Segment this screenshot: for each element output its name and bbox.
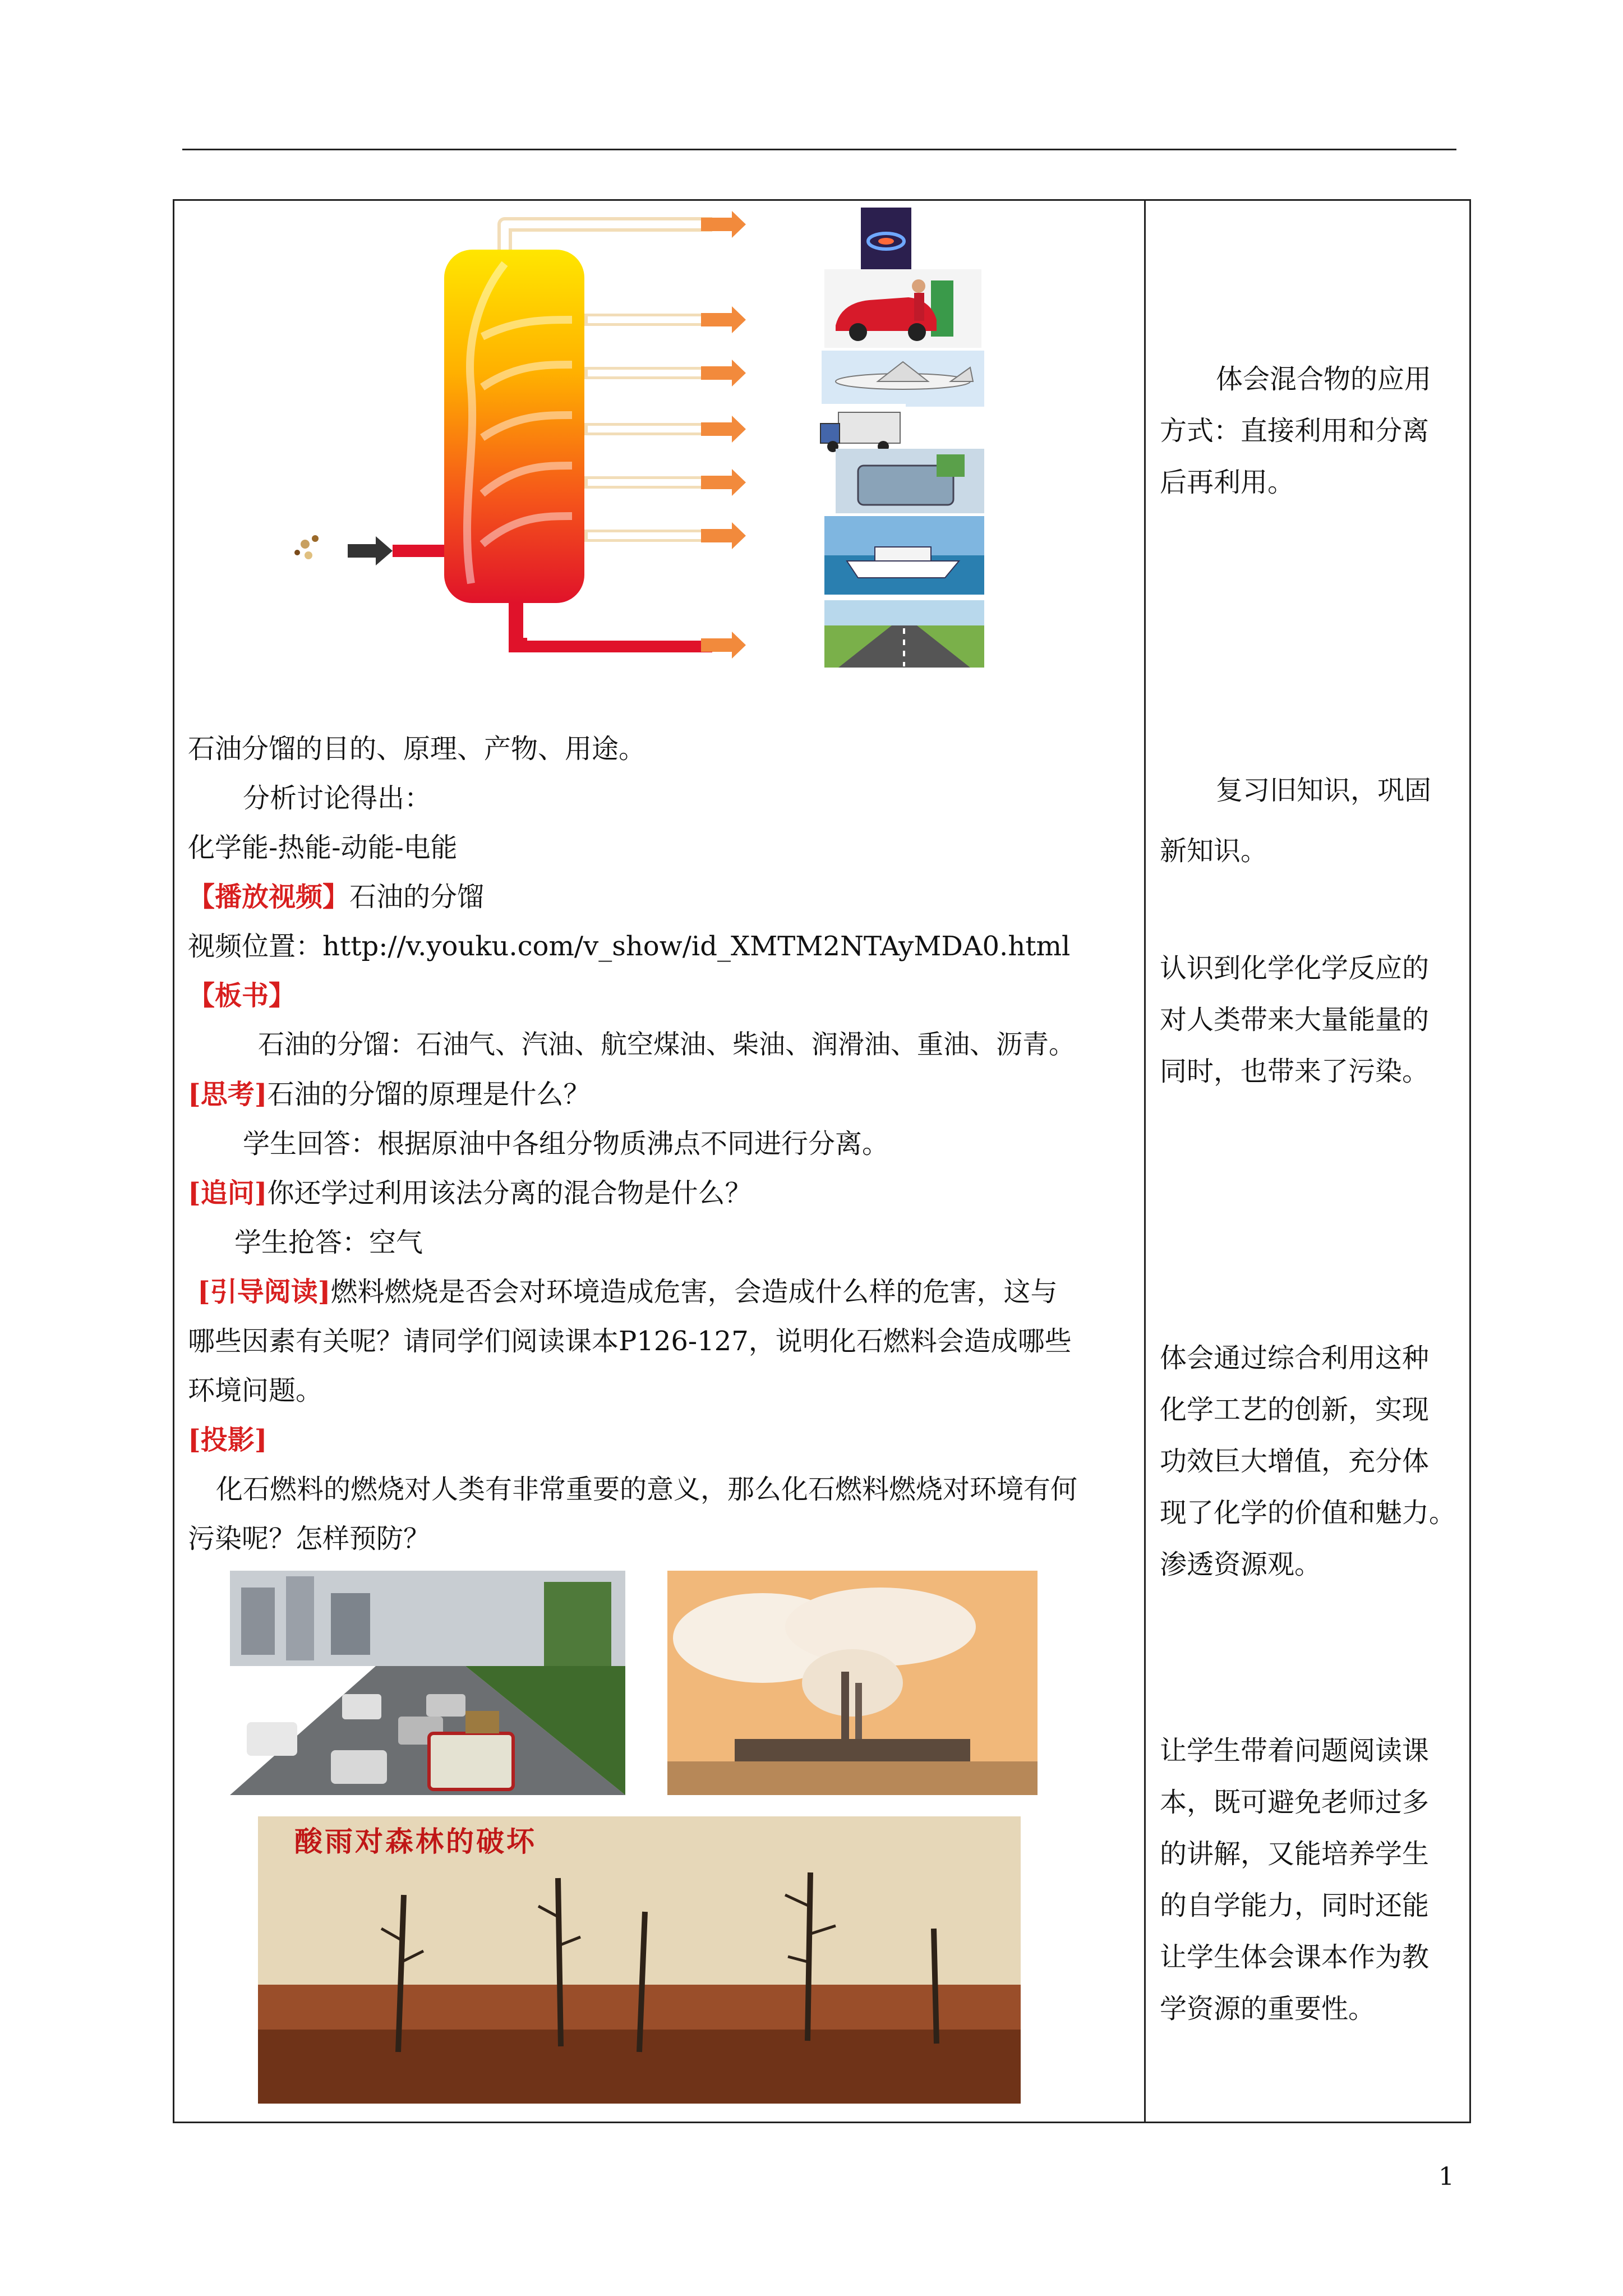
- video-location[interactable]: 视频位置：http://v.youku.com/v_show/id_XMTM2NTAyMDA0.html: [188, 931, 1071, 962]
- acid-rain-label: 酸雨对森林的破坏: [294, 1825, 537, 1858]
- follow-up-question: 你还学过利用该法分离的混合物是什么？: [267, 1177, 752, 1209]
- note-line: 方式：直接利用和分离: [1160, 415, 1430, 447]
- note-chemistry-value: [1160, 1332, 1457, 1590]
- note-line: 现了化学的价值和魅力。: [1160, 1497, 1456, 1529]
- note-line: 本，既可避免老师过多: [1160, 1787, 1430, 1818]
- text-guided-reading: [197, 1275, 1057, 1309]
- note-line: 的讲解，又能培养学生: [1160, 1838, 1430, 1870]
- note-review: [1160, 760, 1457, 881]
- tag-think: [思考]: [188, 1079, 268, 1110]
- text-projection-2: 污染呢？怎样预防？: [188, 1523, 431, 1554]
- tag-guided-reading: [引导阅读]: [197, 1276, 331, 1308]
- note-line: 新知识。: [1160, 835, 1268, 867]
- note-reading: [1160, 1725, 1457, 2035]
- text-goal: 石油分馏的目的、原理、产物、用途。: [188, 733, 646, 765]
- airplane-picture: [822, 351, 984, 407]
- note-line: 复习旧知识，巩固: [1216, 775, 1432, 806]
- text-distillation-products: 石油的分馏：石油气、汽油、航空煤油、柴油、润滑油、重油、沥青。: [258, 1029, 1075, 1060]
- note-line: 渗透资源观。: [1160, 1549, 1322, 1580]
- ship-picture: [824, 516, 984, 595]
- video-title: 石油的分馏: [349, 881, 485, 913]
- text-discussion: 分析讨论得出：: [243, 783, 432, 814]
- think-question: 石油的分馏的原理是什么？: [267, 1079, 591, 1110]
- text-think: [188, 1078, 590, 1111]
- guided-reading-text: 燃料燃烧是否会对环境造成危害，会造成什么样的危害，这与: [330, 1276, 1058, 1308]
- outlet-arrows: [701, 211, 746, 659]
- tag-follow-up: [追问]: [188, 1177, 268, 1209]
- column-divider: [1144, 199, 1146, 2123]
- note-line: 后再利用。: [1160, 467, 1295, 498]
- header-rule: [182, 149, 1456, 150]
- note-line: 功效巨大增值，充分体: [1160, 1446, 1430, 1477]
- note-line: 对人类带来大量能量的: [1160, 1004, 1430, 1036]
- note-line: 体会混合物的应用: [1216, 364, 1432, 395]
- note-line: 化学工艺的创新，实现: [1160, 1394, 1430, 1425]
- tag-play-video: 【播放视频】: [188, 881, 350, 913]
- text-play-video: [188, 880, 484, 914]
- note-line: 同时，也带来了污染。: [1160, 1056, 1430, 1087]
- page-number: 1: [1438, 2162, 1454, 2191]
- note-energy-pollution: [1160, 942, 1457, 1097]
- text-projection: 化石燃料的燃烧对人类有非常重要的意义，那么化石燃料燃烧对环境有何: [216, 1474, 1078, 1505]
- note-line: 学资源的重要性。: [1160, 1993, 1376, 2024]
- road-picture: [824, 600, 984, 668]
- car-refuel-picture: [824, 269, 981, 348]
- crude-oil-input: [294, 535, 444, 565]
- note-line: 让学生带着问题阅读课: [1160, 1735, 1430, 1766]
- note-line: 的自学能力，同时还能: [1160, 1890, 1430, 1921]
- text-energy-chain: 化学能-热能-动能-电能: [188, 832, 458, 863]
- gas-flame-picture: [861, 208, 911, 269]
- tag-projection: [投影]: [188, 1424, 268, 1456]
- traffic-photo: [230, 1571, 625, 1795]
- text-guided-reading-3: 环境问题。: [188, 1375, 323, 1406]
- text-guided-reading-2: 哪些因素有关呢？请同学们阅读课本P126-127，说明化石燃料会造成哪些: [188, 1326, 1072, 1357]
- outlet-pipes: [584, 320, 712, 536]
- note-line: 认识到化学化学反应的: [1160, 953, 1430, 984]
- text-follow-up: [188, 1176, 751, 1210]
- tag-blackboard: 【板书】: [188, 980, 296, 1011]
- power-plant-photo: [667, 1571, 1038, 1795]
- note-mixture-usage: [1160, 353, 1457, 508]
- ship-engine-picture: [836, 449, 984, 513]
- text-student-answer: 学生回答：根据原油中各组分物质沸点不同进行分离。: [243, 1128, 889, 1159]
- note-line: 让学生体会课本作为教: [1160, 1941, 1430, 1973]
- note-line: 体会通过综合利用这种: [1160, 1342, 1430, 1374]
- text-student-rush: 学生抢答：空气: [234, 1227, 423, 1258]
